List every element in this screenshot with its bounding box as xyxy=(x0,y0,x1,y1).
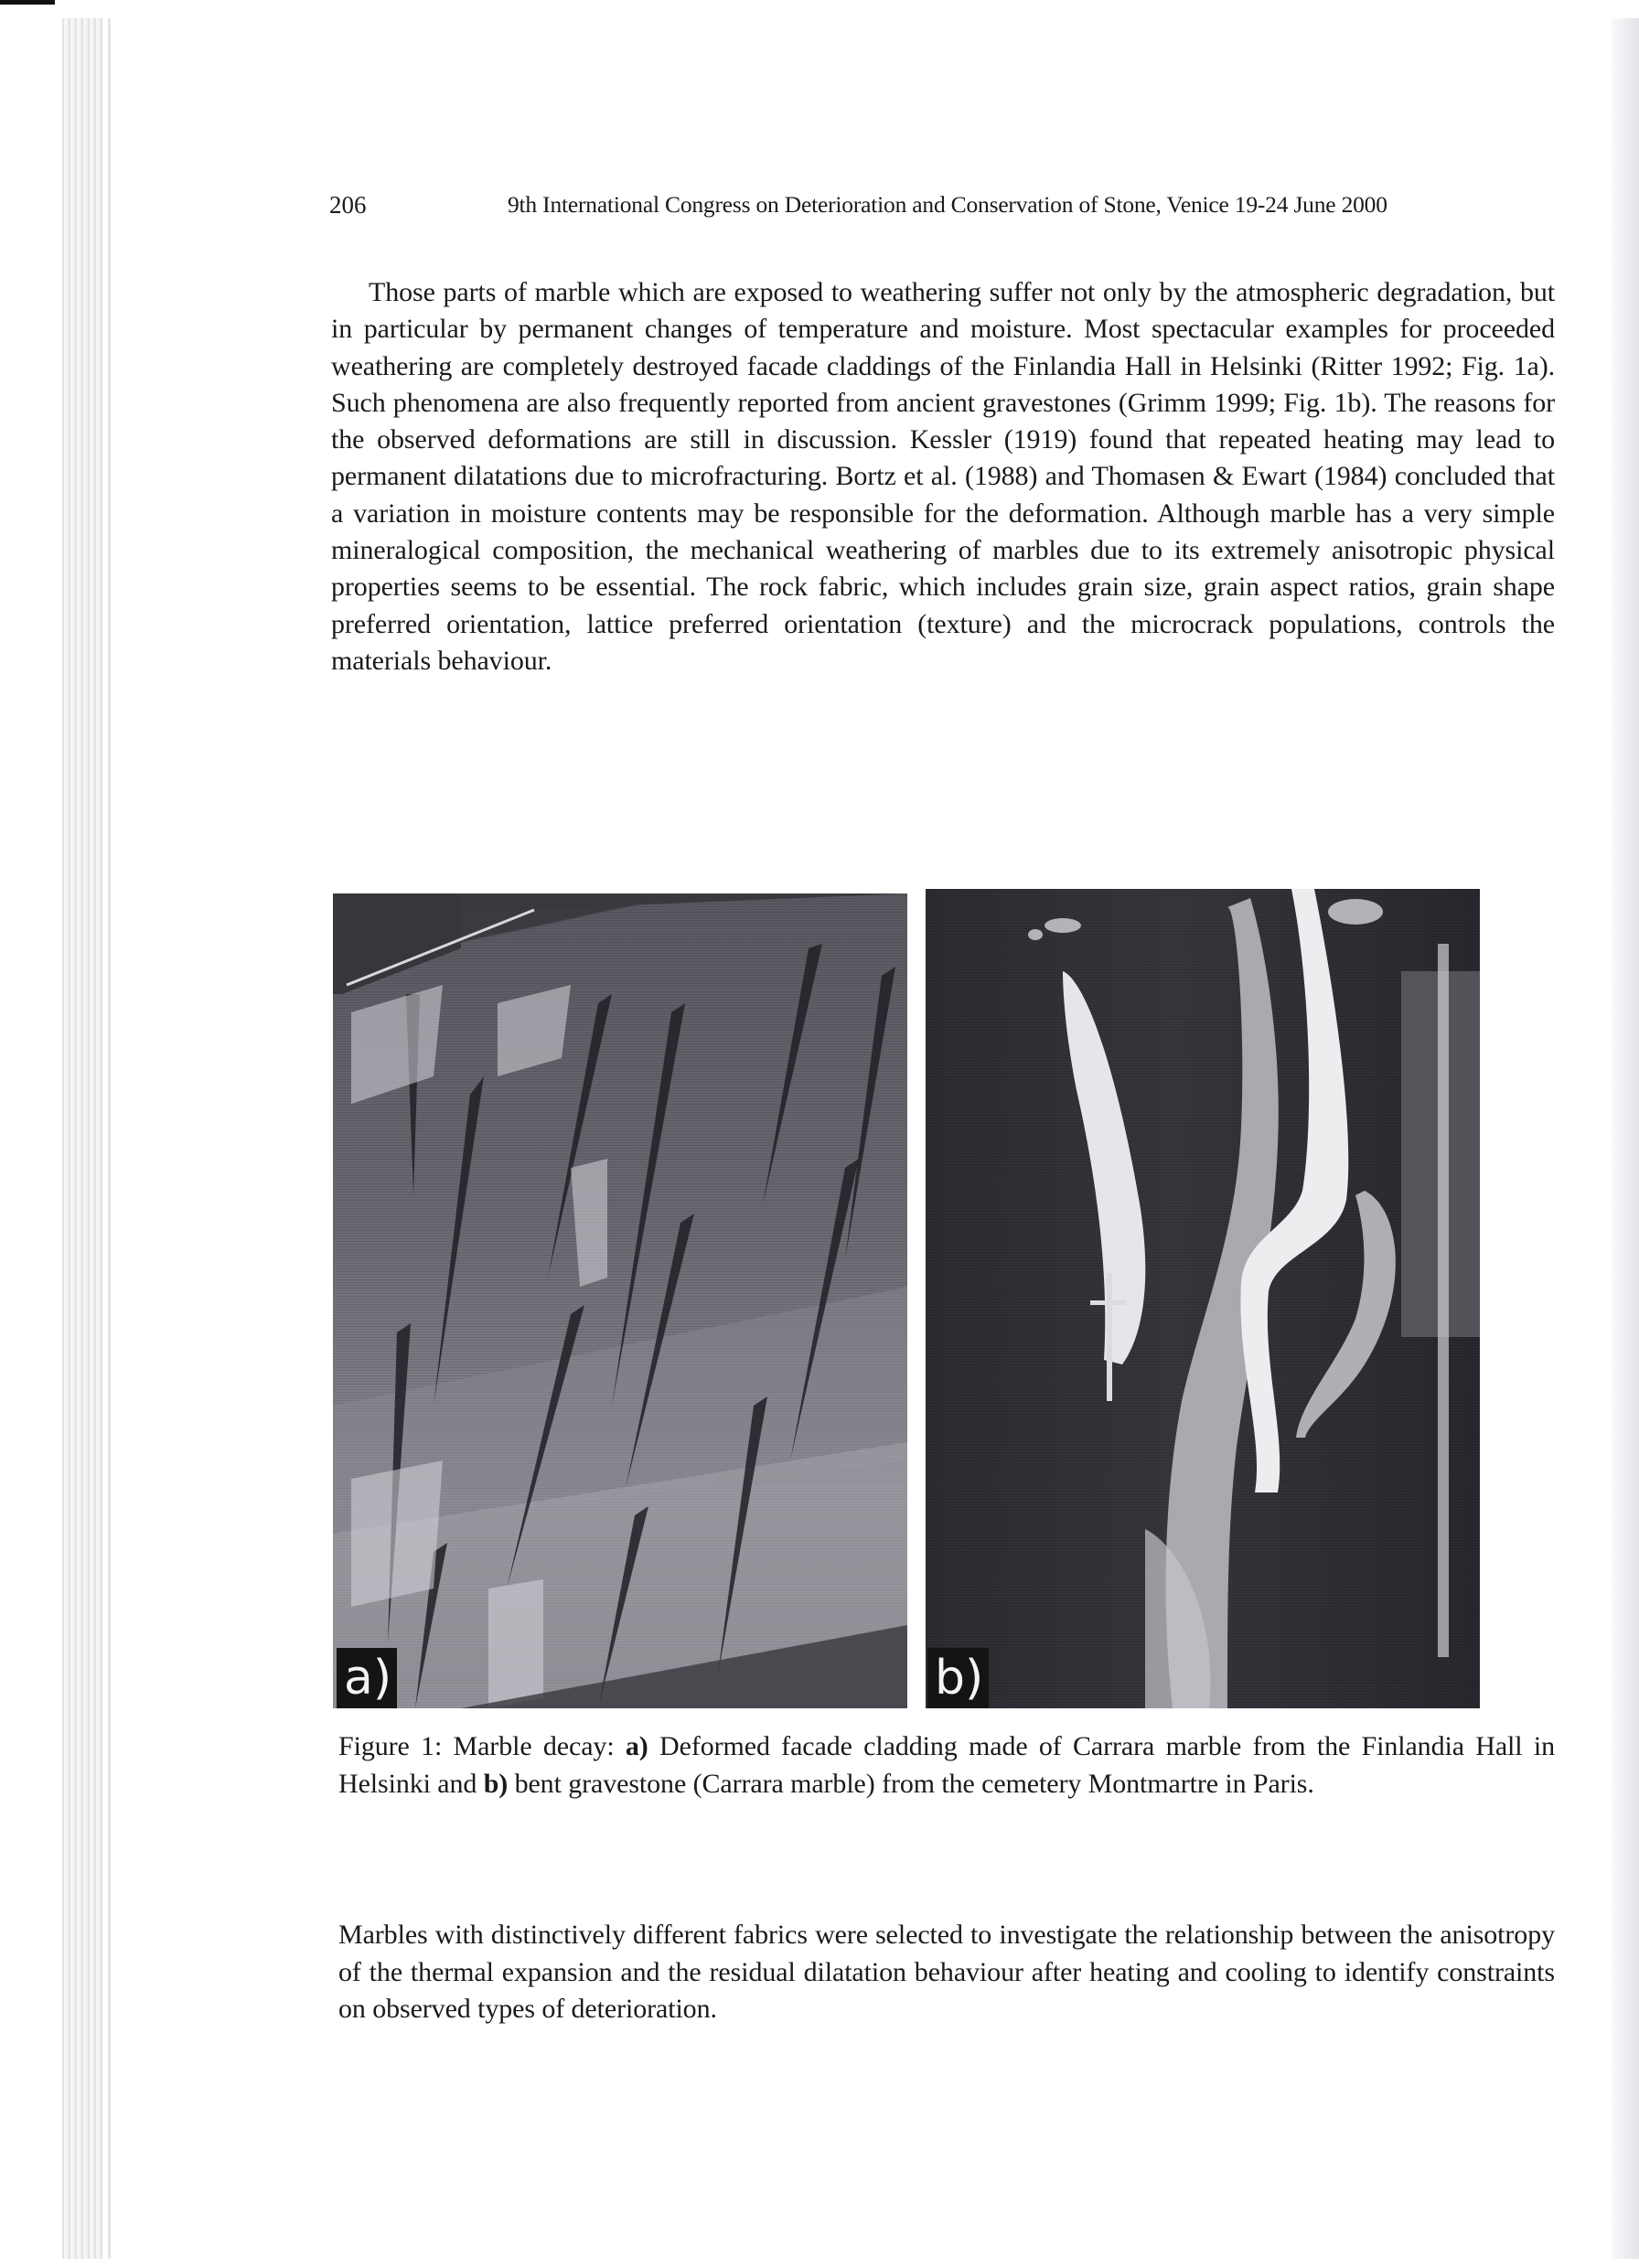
running-header xyxy=(329,187,1555,223)
body-paragraph-2: Marbles with distinctively different fabrics were selected to investigate the relationship between the anisotropy of the thermal expansion and the residual dilatation behaviour after heating and cooling to identify constraints on observed types of deterioration. xyxy=(338,1920,1555,2024)
caption-text-a: Deformed facade cladding made of Carrara marble from the Finlandia Hall in Helsinki and xyxy=(338,1731,1555,1799)
caption-marker-a: a) xyxy=(625,1731,648,1761)
panel-label-b: b) xyxy=(927,1648,989,1708)
panel-label-a: a) xyxy=(337,1648,397,1708)
scan-artifact-top-bar xyxy=(0,0,55,5)
scan-artifact-right-edge xyxy=(1612,18,1639,2259)
caption-text-b: bent gravestone (Carrara marble) from the cemetery Montmartre in Paris. xyxy=(508,1768,1314,1799)
figure-caption xyxy=(338,1728,1555,1803)
facade-cladding-illustration xyxy=(333,893,907,1708)
figure-1 xyxy=(333,889,1482,1710)
body-paragraph-1: Those parts of marble which are exposed to weathering suffer not only by the atmospheric degradation, but in particular by permanent changes of temperature and moisture. Most spectacular examples for proceeded weathering are completely destroyed facade claddings of the Finlandia Hall in Helsinki (Ritter 1992; Fig. 1a). Such phenomena are also frequently reported from ancient gravestones (Grimm 1999; Fig. 1b). The reasons for the observed deformations are still in discussion. Kessler (1919) found that repeated heating may lead to permanent dilatations due to microfracturing. Bortz et al. (1988) and Thomasen & Ewart (1984) concluded that a variation in moisture contents may be responsible for the deformation. Although marble has a very simple mineralogical composition, the mechanical weathering of marbles due to its extremely anisotropic physical properties seems to be essential. The rock fabric, which includes grain size, grain aspect ratios, grain shape preferred orientation, lattice preferred orientation (texture) and the microcrack populations, controls the materials behaviour. xyxy=(331,277,1555,676)
scan-artifact-left-edge xyxy=(62,18,102,2259)
page-number: 206 xyxy=(329,191,367,219)
photo-bent-gravestone xyxy=(926,889,1480,1708)
scan-artifact-left-line xyxy=(108,18,111,2259)
caption-prefix: Figure 1: Marble decay: xyxy=(338,1731,626,1761)
bent-gravestone-illustration xyxy=(926,889,1480,1708)
conference-title: 9th International Congress on Deterioration and Conservation of Stone, Venice 19-24 June 2000 xyxy=(508,191,1387,218)
photo-facade-cladding xyxy=(333,893,907,1708)
caption-marker-b: b) xyxy=(483,1768,509,1799)
